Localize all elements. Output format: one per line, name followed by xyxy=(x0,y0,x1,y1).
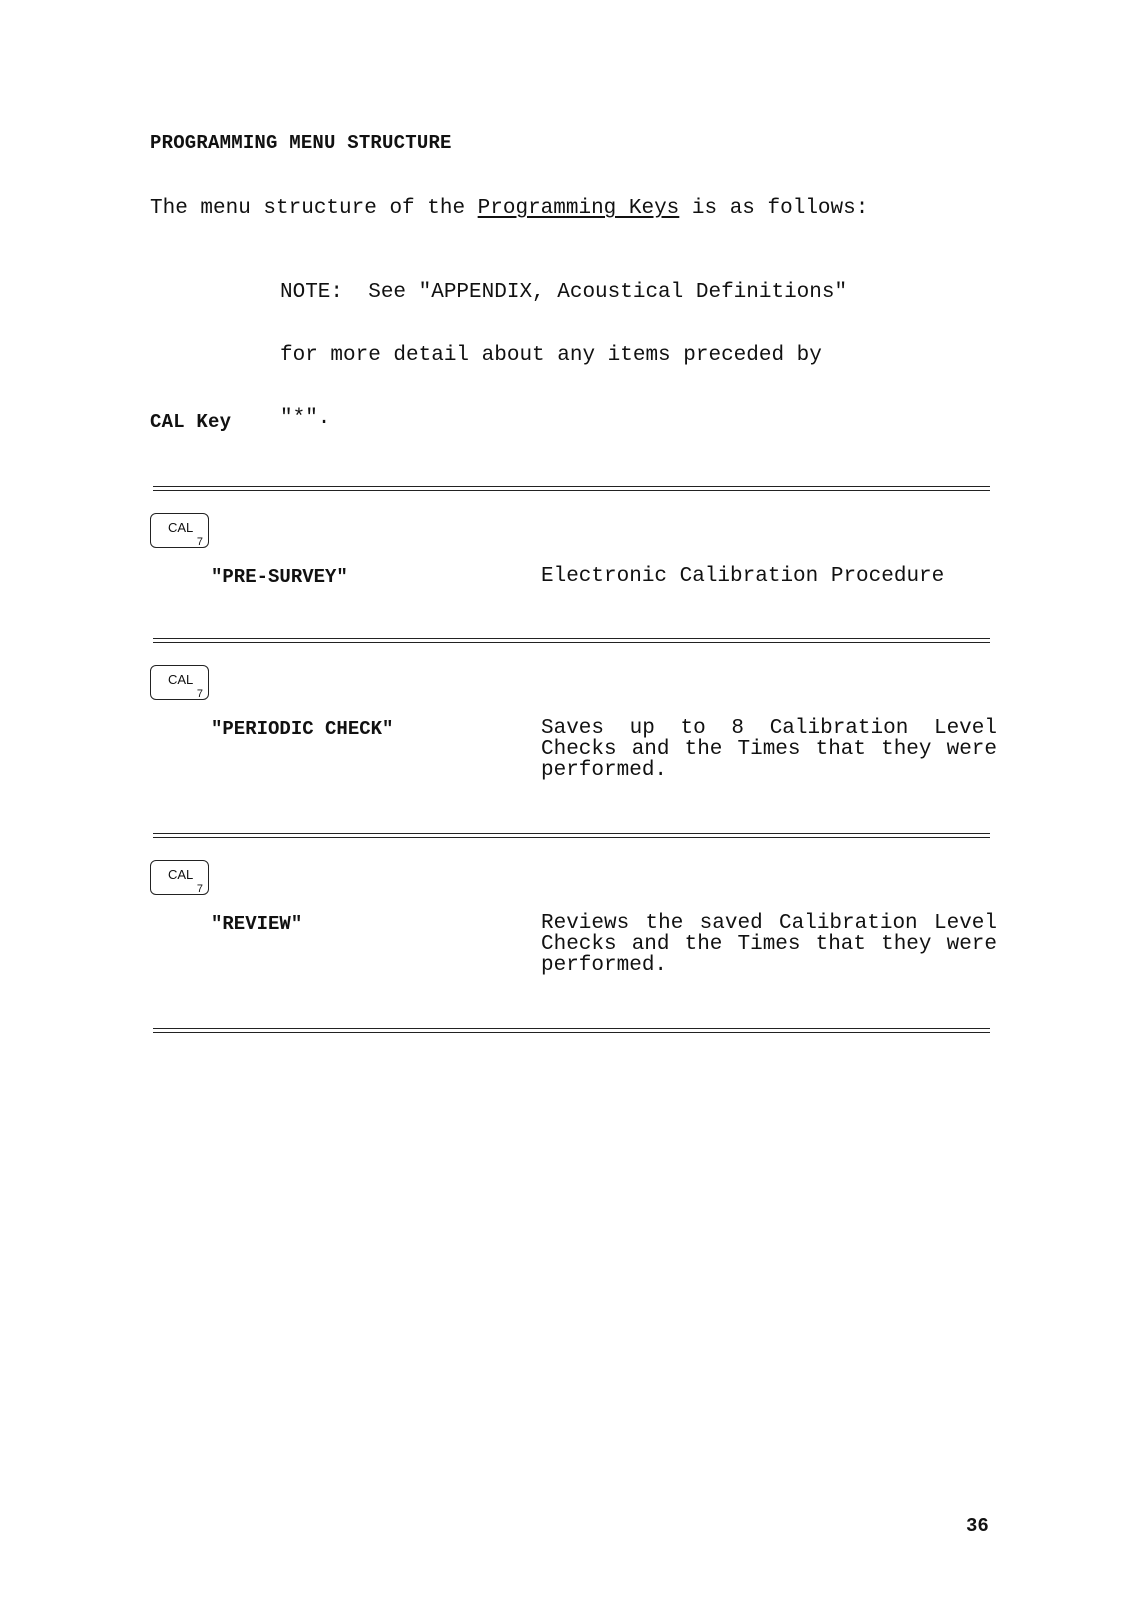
divider xyxy=(153,638,990,643)
section-title: CAL Key xyxy=(150,411,232,433)
divider xyxy=(153,833,990,838)
intro-text xyxy=(150,198,868,219)
cal-key-icon xyxy=(150,860,209,895)
key-number: 7 xyxy=(196,688,203,700)
page-number: 36 xyxy=(966,1515,989,1537)
key-number: 7 xyxy=(196,536,203,548)
menu-item-description: Reviews the saved Calibration Level Checks and the Times that they were performed. xyxy=(541,912,997,977)
menu-item-name: "PRE-SURVEY" xyxy=(211,566,348,588)
key-label: CAL xyxy=(168,867,194,882)
note-line: NOTE: See "APPENDIX, Acoustical Definitions" xyxy=(280,281,848,304)
page-title: PROGRAMMING MENU STRUCTURE xyxy=(150,132,452,154)
divider xyxy=(153,1028,990,1033)
key-label: CAL xyxy=(168,520,194,535)
key-label: CAL xyxy=(168,672,194,687)
note-block xyxy=(280,240,847,450)
programming-keys-link[interactable]: Programming Keys xyxy=(477,197,680,220)
intro-after: is as follows: xyxy=(679,197,869,220)
note-line: "*". xyxy=(280,407,331,430)
intro-before: The menu structure of the xyxy=(150,197,478,220)
divider xyxy=(153,486,990,491)
menu-item-name: "PERIODIC CHECK" xyxy=(211,718,394,740)
menu-item-description: Electronic Calibration Procedure xyxy=(541,565,945,588)
cal-key-icon xyxy=(150,665,209,700)
menu-item-description: Saves up to 8 Calibration Level Checks and the Times that they were performed. xyxy=(541,717,997,782)
note-line: for more detail about any items preceded by xyxy=(280,344,822,367)
key-number: 7 xyxy=(196,883,203,895)
menu-item-name: "REVIEW" xyxy=(211,913,303,935)
cal-key-icon xyxy=(150,513,209,548)
